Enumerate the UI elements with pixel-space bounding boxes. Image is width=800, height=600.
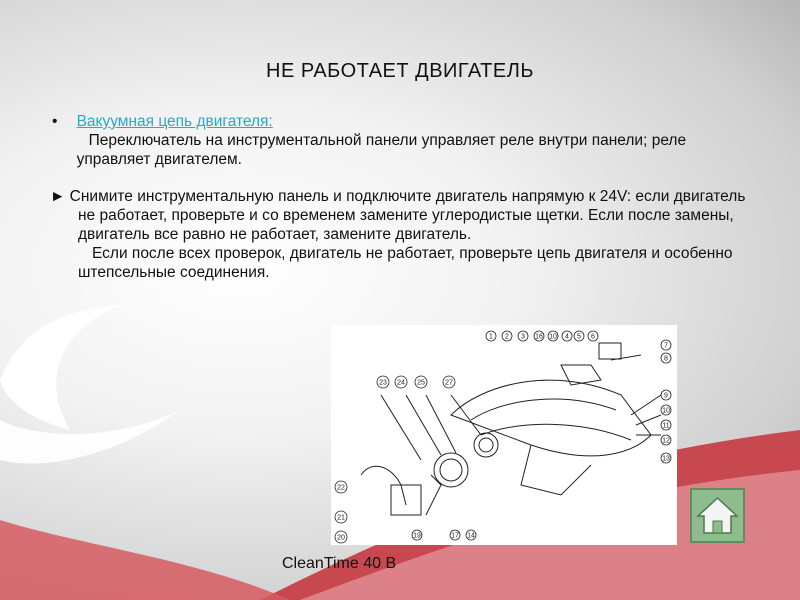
vacuum-circuit-link[interactable]: Вакуумная цепь двигателя: — [76, 113, 273, 130]
instructions-text-1: Снимите инструментальную панель и подключите двигатель напрямую к 24V: если двигатель не работает, проверьте и со временем замените углеродистые щетки. Если после замены, двигатель все равно не работает, замените двигатель. — [69, 188, 746, 243]
label-left-2: 24 — [397, 379, 405, 387]
label-bottom-3: 14 — [467, 532, 475, 540]
label-right-5: 11 — [662, 422, 670, 430]
label-top-3: 3 — [521, 333, 525, 341]
slide-title: НЕ РАБОТАЕТ ДВИГАТЕЛЬ — [266, 60, 534, 82]
label-left-3: 25 — [417, 379, 425, 387]
instructions-paragraph — [50, 187, 760, 282]
label-right-3: 9 — [664, 392, 668, 400]
model-caption: CleanTime 40 B — [282, 555, 397, 572]
label-top-6: 4 — [565, 333, 569, 341]
label-left-6: 21 — [337, 514, 345, 522]
label-left-4: 27 — [445, 379, 453, 387]
bullet1-text: Переключатель на инструментальной панели управляет реле внутри панели; реле управляет двигателем. — [76, 132, 687, 168]
label-bottom-1: 19 — [413, 532, 421, 540]
label-right-1: 7 — [664, 342, 668, 350]
label-top-8: 6 — [591, 333, 595, 341]
label-top-4: 16 — [535, 333, 543, 341]
arrow-marker-icon: ► — [50, 188, 66, 205]
instructions-text-2: Если после всех проверок, двигатель не работает, проверьте цепь двигателя и особенно штепсельные соединения. — [78, 245, 733, 281]
label-top-7: 5 — [577, 333, 581, 341]
label-right-7: 13 — [662, 455, 670, 463]
label-left-1: 23 — [379, 379, 387, 387]
label-left-5: 22 — [337, 484, 345, 492]
label-right-2: 8 — [664, 355, 668, 363]
label-bottom-2: 17 — [451, 532, 459, 540]
home-button[interactable] — [690, 488, 745, 543]
label-left-7: 20 — [337, 534, 345, 542]
label-top-5: 10 — [549, 333, 557, 341]
bullet-dot-icon: • — [52, 113, 58, 130]
label-top-1: 1 — [489, 333, 493, 341]
bullet-item — [50, 112, 760, 169]
label-top-2: 2 — [505, 333, 509, 341]
slide-body — [50, 112, 760, 282]
label-right-6: 12 — [662, 437, 670, 445]
motor-exploded-diagram — [331, 325, 677, 545]
home-icon — [692, 490, 743, 541]
label-right-4: 10 — [662, 407, 670, 415]
